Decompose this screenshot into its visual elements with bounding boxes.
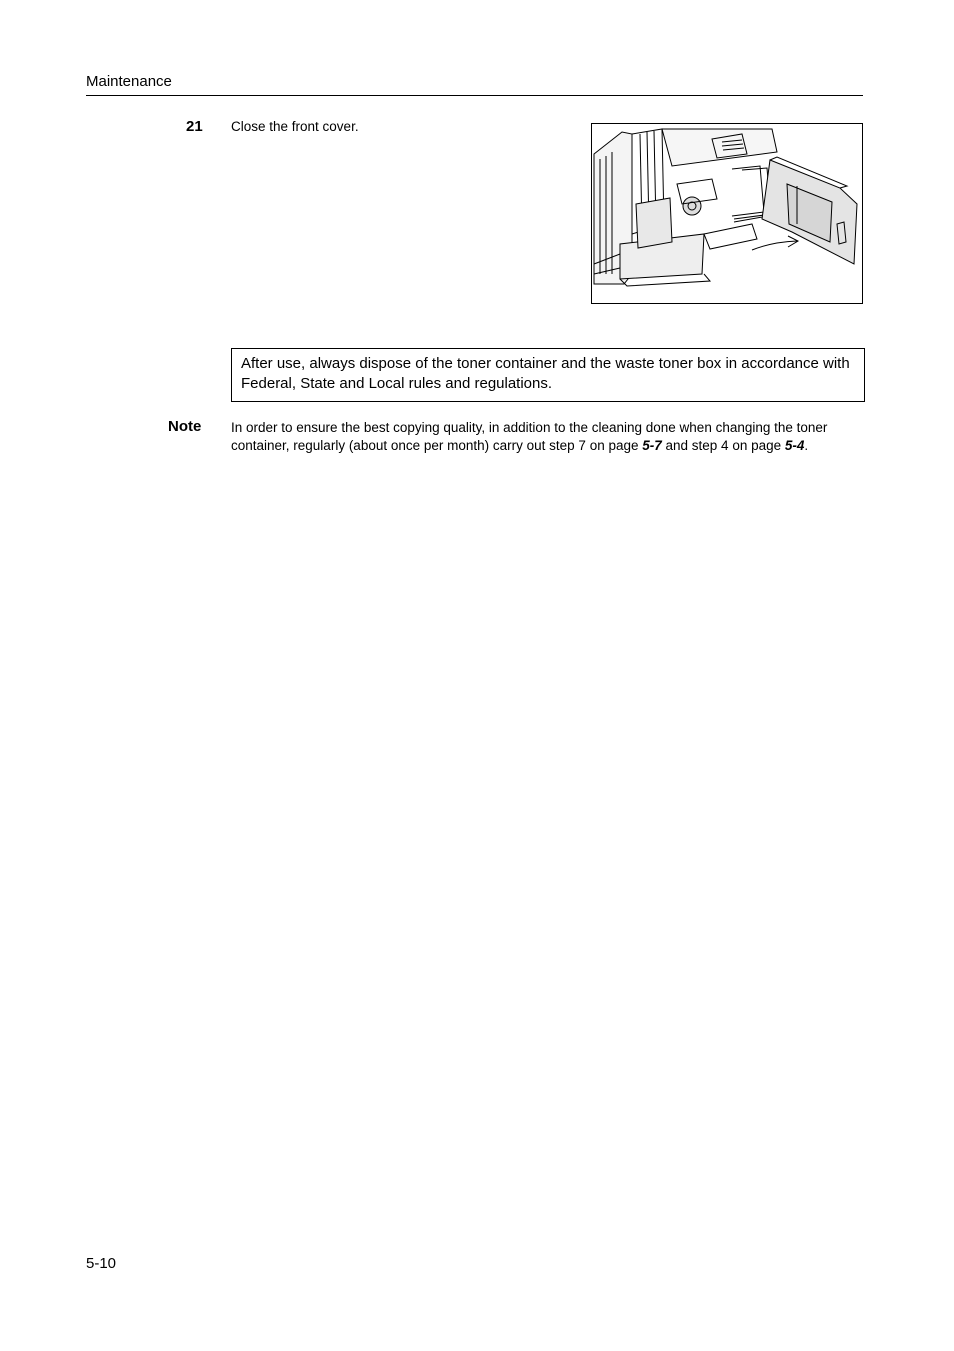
note-text-part-1: In order to ensure the best copying quality, in addition to the cleaning done when changing the toner container, regularly (about once per month) carry out step 7 on page — [231, 420, 828, 453]
page-reference-link[interactable]: 5-4 — [784, 437, 805, 453]
section-title: Maintenance — [86, 73, 172, 90]
note-label: Note — [168, 418, 202, 435]
copier-front-cover-illustration — [592, 124, 862, 303]
page-number: 5-10 — [86, 1255, 117, 1272]
page-reference-link[interactable]: 5-7 — [642, 437, 662, 453]
header-divider — [86, 95, 863, 96]
disposal-notice: After use, always dispose of the toner container and the waste toner box in accordance with Federal, State and Local rules and regulations. — [231, 348, 865, 402]
note-text-part-2: and step 4 on page — [661, 437, 785, 453]
note-text — [231, 419, 863, 454]
illustration-close-front-cover — [591, 123, 863, 304]
step-instruction: Close the front cover. — [231, 119, 359, 134]
note-text-part-3: . — [804, 437, 809, 453]
step-number: 21 — [186, 118, 203, 135]
